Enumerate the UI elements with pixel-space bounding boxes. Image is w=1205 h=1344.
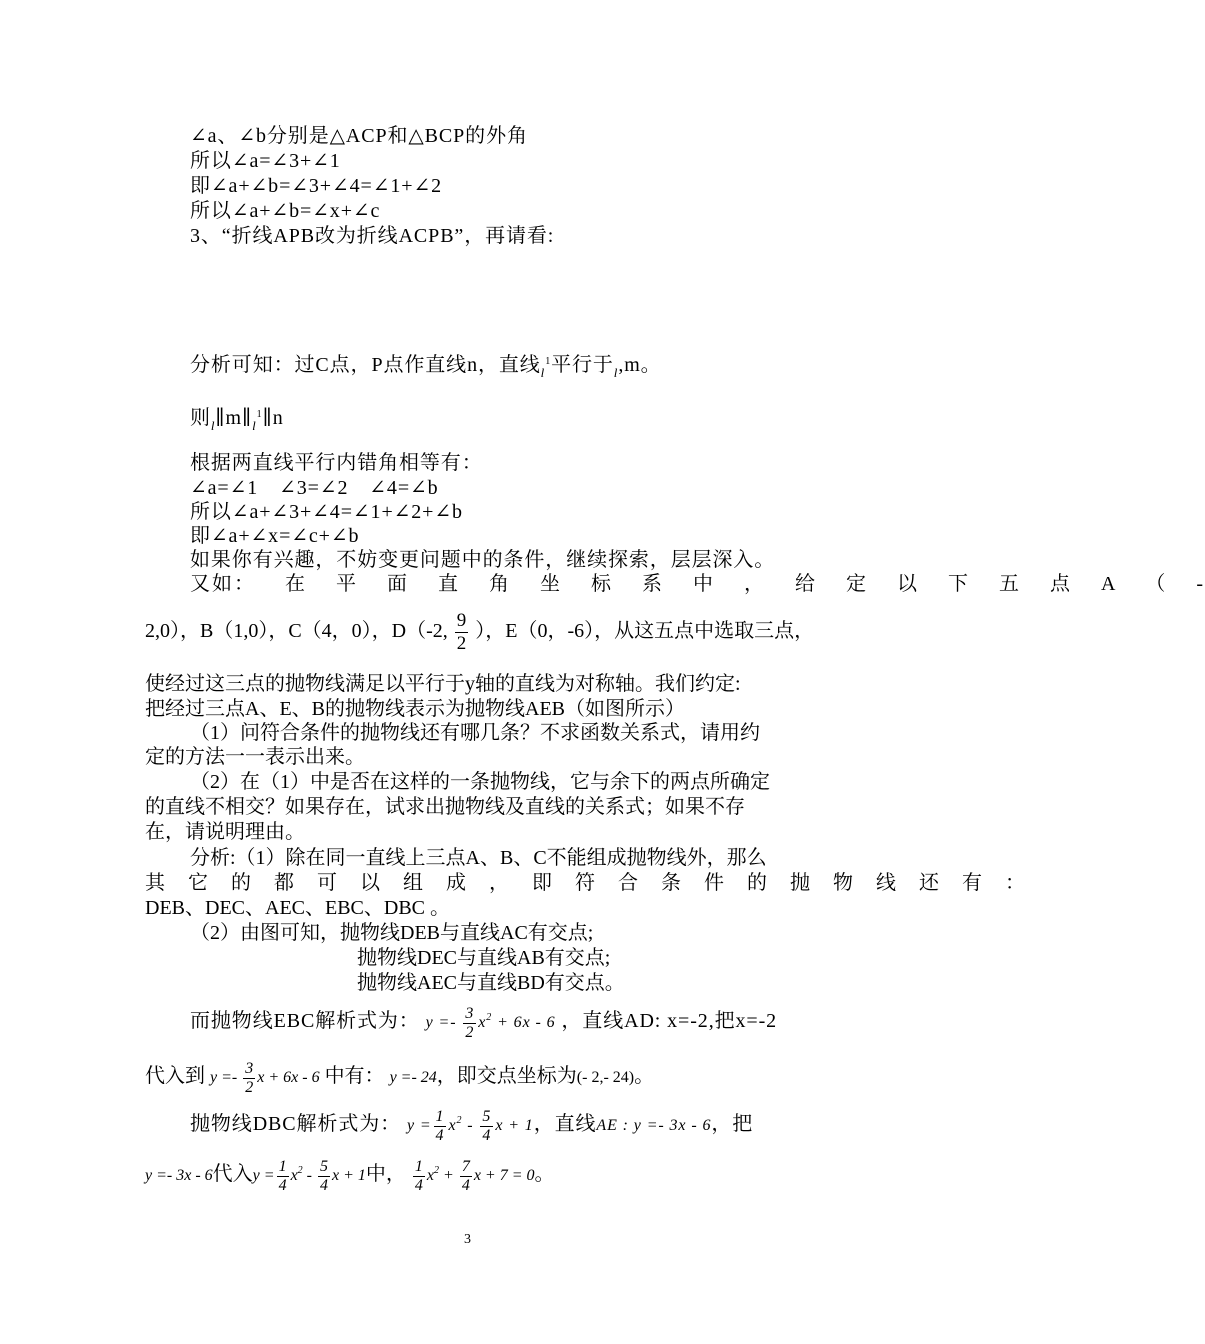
line-2: 所以∠a=∠3+∠1 [190, 150, 341, 172]
line-4: 所以∠a+∠b=∠x+∠c [190, 200, 381, 222]
page-number: 3 [464, 1232, 471, 1247]
line-7-sub-1: l [210, 418, 216, 433]
line-25: （2）由图可知，抛物线DEB与直线AC有交点; [190, 922, 594, 944]
line-13: 又如： 在 平 面 直 角 坐 标 系 中 ， 给 定 以 下 五 点 A （ - [190, 573, 1205, 595]
line-30 [190, 1108, 753, 1145]
line-6-text-a: 分析可知：过C点，P点作直线n，直线 [190, 354, 541, 376]
line-27: 抛物线AEC与直线BD有交点。 [357, 972, 625, 994]
line-31-text-a: 代入 [212, 1163, 253, 1186]
line-30-text-c: ，把 [711, 1113, 754, 1136]
line-29-text-d: 。 [634, 1065, 655, 1088]
line-6-text-b: 平行于 [551, 354, 614, 376]
fraction-nine-halves: $\frac{9}{2}$ [456, 610, 467, 654]
line-9: ∠a=∠1 ∠3=∠2 ∠4=∠b [190, 477, 439, 499]
resulting-equation: $\frac{1}{4}$ $x^2$ + $\frac{7}{4}$ x + 7 = 0 [414, 1158, 535, 1194]
line-28 [190, 1005, 777, 1042]
line-10: 所以∠a+∠3+∠4=∠1+∠2+∠b [190, 501, 463, 523]
line-19: （2）在（1）中是否在这样的一条抛物线，它与余下的两点所确定 [190, 771, 770, 793]
ebc-equation: y =- $\frac{3}{2}$ $x^2 + 6x - 6$ [425, 1005, 556, 1041]
line-6-sub-2: l [613, 365, 619, 380]
line-20: 的直线不相交？如果存在，试求出抛物线及直线的关系式；如果不存 [145, 796, 745, 818]
line-8: 根据两直线平行内错角相等有： [190, 452, 483, 474]
line-29-text-a: 代入到 [145, 1065, 205, 1088]
line-31-text-b: 中， [365, 1163, 406, 1186]
line-29-text-c: ，即交点坐标为 [436, 1065, 577, 1088]
line-11: 即∠a+∠x=∠c+∠b [190, 525, 360, 547]
line-31 [145, 1158, 555, 1195]
line-17: （1）问符合条件的抛物线还有哪几条？不求函数关系式，请用约 [190, 722, 760, 744]
line-6-sup: 1 [545, 356, 552, 367]
line-14 [145, 610, 814, 655]
line-16: 把经过三点A、E、B的抛物线表示为抛物线AEB（如图所示） [145, 698, 685, 720]
line-7-text-a: 则 [190, 407, 211, 429]
ae-line-equation: AE : y =- 3x - 6 [596, 1117, 712, 1135]
intersection-point: (- 2,- 24) [576, 1069, 635, 1087]
line-7 [190, 403, 284, 438]
line-29 [145, 1060, 654, 1097]
line-29-text-b: 中有： [324, 1065, 385, 1088]
line-18: 定的方法一一表示出来。 [145, 746, 365, 768]
line-21: 在，请说明理由。 [145, 821, 305, 843]
line-7-text-b: ∥m∥ [215, 407, 253, 429]
line-3: 即∠a+∠b=∠3+∠4=∠1+∠2 [190, 175, 443, 197]
line-30-text-b: ，直线 [533, 1113, 597, 1136]
line-30-text-a: 抛物线DBC解析式为： [190, 1113, 402, 1136]
line-6-text-c: ,m。 [618, 354, 662, 376]
line-6-sub-1: l [540, 365, 546, 380]
line-5: 3、“折线APB改为折线ACPB”，再请看: [190, 225, 555, 247]
line-equation: y =- 3x - 6 [145, 1167, 213, 1185]
substituted-equation: y =- $\frac{3}{2}$ x + 6x - 6 [210, 1060, 320, 1096]
line-1: ∠a、∠b分别是△ACP和△BCP的外角 [190, 125, 528, 147]
dbc-equation: y = $\frac{1}{4}$ $x^2$ - $\frac{5}{4}$ x + 1 [406, 1108, 534, 1144]
line-12: 如果你有兴趣，不妨变更问题中的条件，继续探索，层层深入。 [190, 549, 776, 571]
line-26: 抛物线DEC与直线AB有交点; [357, 947, 611, 969]
line-23: 其 它 的 都 可 以 组 成 ， 即 符 合 条 件 的 抛 物 线 还 有 ： [145, 872, 1027, 894]
line-14-text-b: ），E（0，-6），从这五点中选取三点， [475, 620, 815, 643]
line-15: 使经过这三点的抛物线满足以平行于y轴的直线为对称轴。我们约定: [145, 673, 741, 695]
line-28-text-b: ，直线AD: x=-2,把x=-2 [561, 1010, 778, 1033]
parabola-equation: y = $\frac{1}{4}$ $x^2$ - $\frac{5}{4}$ x + 1 [252, 1158, 366, 1194]
line-14-text-a: 2,0），B（1,0），C（4，0），D（-2, [145, 620, 448, 643]
line-31-text-c: 。 [534, 1163, 555, 1186]
line-22: 分析:（1）除在同一直线上三点A、B、C不能组成抛物线外，那么 [190, 847, 767, 869]
line-7-sup: 1 [256, 409, 263, 420]
line-6 [190, 350, 662, 385]
y-value: y =- 24 [389, 1069, 437, 1087]
line-28-text-a: 而抛物线EBC解析式为： [190, 1010, 420, 1033]
line-7-text-c: ∥n [262, 407, 284, 429]
line-7-sub-2: l [252, 418, 257, 433]
line-24: DEB、DEC、AEC、EBC、DBC 。 [145, 897, 451, 919]
